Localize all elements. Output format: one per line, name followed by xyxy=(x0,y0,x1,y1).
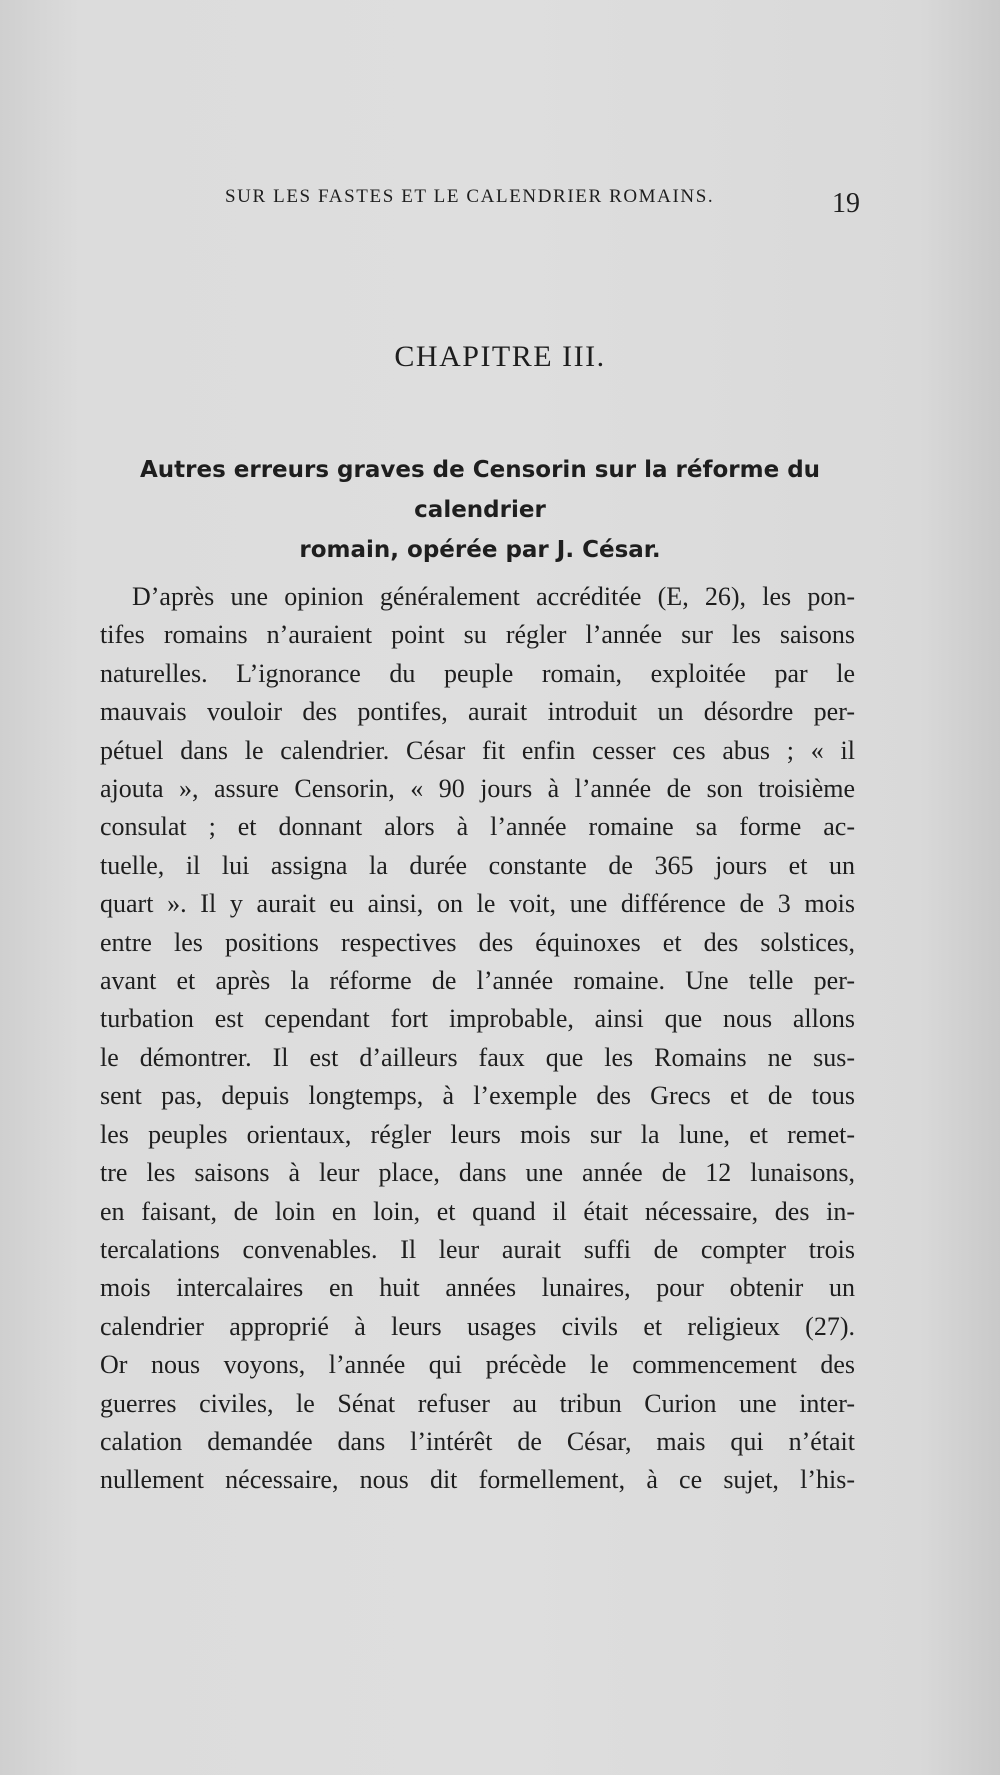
text-line: les peuples orientaux, régler leurs mois sur la lune, et remet- xyxy=(100,1119,855,1149)
text-line: tuelle, il lui assigna la durée constante de 365 jours et un xyxy=(100,850,855,880)
text-line: nullement nécessaire, nous dit formellement, à ce sujet, l’his- xyxy=(100,1465,855,1495)
text-line: le démontrer. Il est d’ailleurs faux que les Romains ne sus- xyxy=(100,1042,855,1072)
chapter-subtitle-line: Autres erreurs graves de Censorin sur la réforme du calendrier xyxy=(139,457,821,523)
text-line: en faisant, de loin en loin, et quand il était nécessaire, des in- xyxy=(100,1196,855,1226)
text-line: consulat ; et donnant alors à l’année romaine sa forme ac- xyxy=(100,812,855,842)
chapter-subtitle xyxy=(100,450,860,570)
text-line: calendrier approprié à leurs usages civils et religieux (27). xyxy=(100,1311,855,1341)
text-line: quart ». Il y aurait eu ainsi, on le voit, une différence de 3 mois xyxy=(100,889,855,919)
text-line: guerres civiles, le Sénat refuser au tribun Curion une inter- xyxy=(100,1388,855,1418)
text-line: tifes romains n’auraient point su régler l’année sur les saisons xyxy=(100,620,855,650)
running-head: SUR LES FASTES ET LE CALENDRIER ROMAINS. xyxy=(225,186,715,207)
text-line: tercalations convenables. Il leur aurait suffi de compter trois xyxy=(100,1234,855,1264)
text-line: calation demandée dans l’intérêt de César, mais qui n’était xyxy=(100,1426,855,1456)
text-line: turbation est cependant fort improbable, ainsi que nous allons xyxy=(100,1004,855,1034)
text-line: avant et après la réforme de l’année romaine. Une telle per- xyxy=(100,966,855,996)
text-line: entre les positions respectives des équinoxes et des solstices, xyxy=(100,927,855,957)
text-line: pétuel dans le calendrier. César fit enfin cesser ces abus ; « il xyxy=(100,735,855,765)
text-line: ajouta », assure Censorin, « 90 jours à l’année de son troisième xyxy=(100,774,855,804)
text-line: naturelles. L’ignorance du peuple romain, exploitée par le xyxy=(100,658,855,688)
text-line: mois intercalaires en huit années lunaires, pour obtenir un xyxy=(100,1273,855,1303)
text-line: Or nous voyons, l’année qui précède le commencement des xyxy=(100,1350,855,1380)
text-line: mauvais vouloir des pontifes, aurait introduit un désordre per- xyxy=(100,697,855,727)
text-line: sent pas, depuis longtemps, à l’exemple des Grecs et de tous xyxy=(100,1081,855,1111)
text-line: tre les saisons à leur place, dans une année de 12 lunaisons, xyxy=(100,1158,855,1188)
chapter-subtitle-line: romain, opérée par J. César. xyxy=(299,537,661,563)
body-paragraph xyxy=(100,578,855,1500)
chapter-title: CHAPITRE III. xyxy=(394,340,606,373)
text-line: D’après une opinion généralement accréditée (E, 26), les pon- xyxy=(132,582,855,611)
page-number: 19 xyxy=(832,188,860,219)
